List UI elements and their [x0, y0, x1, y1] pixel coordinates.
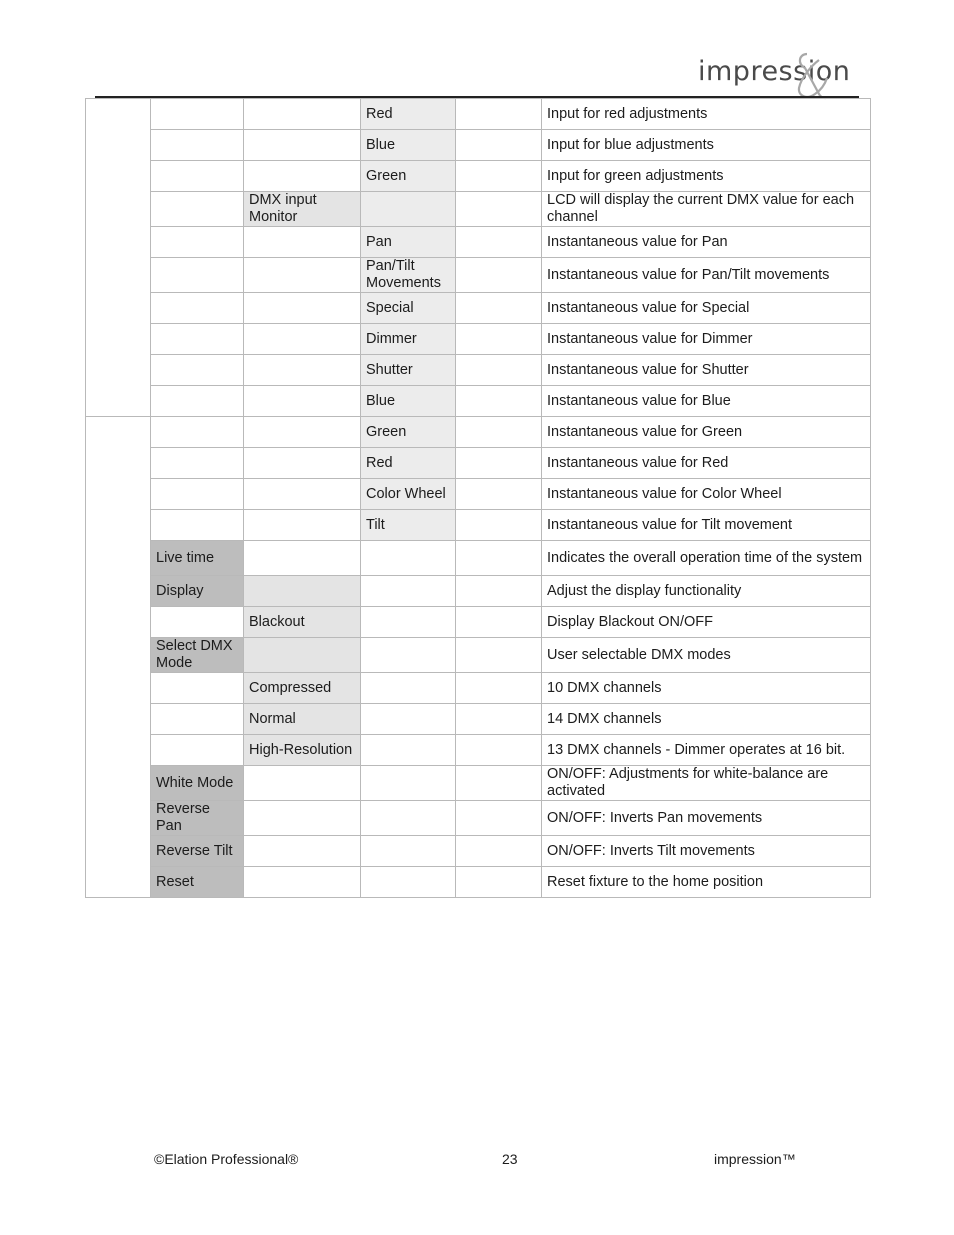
- level1-cell: [151, 293, 244, 324]
- table-row: [86, 607, 871, 638]
- description-cell: Adjust the display functionality: [542, 576, 871, 607]
- level3-cell: Green: [361, 417, 456, 448]
- level3-cell: [361, 673, 456, 704]
- level3-cell: Blue: [361, 130, 456, 161]
- value-cell: [456, 576, 542, 607]
- blank-cell: [86, 417, 151, 898]
- level3-cell: Red: [361, 448, 456, 479]
- level1-cell: Reverse Pan: [151, 801, 244, 836]
- level3-cell: Special: [361, 293, 456, 324]
- level2-cell: DMX input Monitor: [244, 192, 361, 227]
- table-row: [86, 324, 871, 355]
- description-cell: Instantaneous value for Special: [542, 293, 871, 324]
- value-cell: [456, 99, 542, 130]
- level3-cell: Dimmer: [361, 324, 456, 355]
- table-row: [86, 479, 871, 510]
- level2-cell: [244, 638, 361, 673]
- table-row: [86, 576, 871, 607]
- table-row: [86, 867, 871, 898]
- level1-cell: Reset: [151, 867, 244, 898]
- description-cell: Instantaneous value for Pan: [542, 227, 871, 258]
- level2-cell: [244, 510, 361, 541]
- level2-cell: [244, 576, 361, 607]
- description-cell: Indicates the overall operation time of the system: [542, 541, 871, 576]
- description-cell: Instantaneous value for Green: [542, 417, 871, 448]
- value-cell: [456, 867, 542, 898]
- level1-cell: [151, 510, 244, 541]
- value-cell: [456, 293, 542, 324]
- value-cell: [456, 801, 542, 836]
- level3-cell: [361, 541, 456, 576]
- level2-cell: Compressed: [244, 673, 361, 704]
- value-cell: [456, 258, 542, 293]
- description-cell: Instantaneous value for Tilt movement: [542, 510, 871, 541]
- description-cell: Display Blackout ON/OFF: [542, 607, 871, 638]
- description-cell: ON/OFF: Inverts Pan movements: [542, 801, 871, 836]
- level3-cell: Shutter: [361, 355, 456, 386]
- table-row: [86, 99, 871, 130]
- level2-cell: [244, 130, 361, 161]
- value-cell: [456, 417, 542, 448]
- level2-cell: [244, 417, 361, 448]
- level3-cell: [361, 836, 456, 867]
- level3-cell: [361, 607, 456, 638]
- level3-cell: Red: [361, 99, 456, 130]
- value-cell: [456, 704, 542, 735]
- description-cell: 14 DMX channels: [542, 704, 871, 735]
- table-row: [86, 355, 871, 386]
- description-cell: Instantaneous value for Pan/Tilt movements: [542, 258, 871, 293]
- level1-cell: Live time: [151, 541, 244, 576]
- table-row: [86, 735, 871, 766]
- value-cell: [456, 130, 542, 161]
- description-cell: Input for blue adjustments: [542, 130, 871, 161]
- value-cell: [456, 324, 542, 355]
- table-row: [86, 704, 871, 735]
- level2-cell: [244, 293, 361, 324]
- value-cell: [456, 638, 542, 673]
- table-row: [86, 161, 871, 192]
- table-row: [86, 293, 871, 324]
- level3-cell: Pan: [361, 227, 456, 258]
- value-cell: [456, 510, 542, 541]
- level1-cell: [151, 417, 244, 448]
- table-row: [86, 258, 871, 293]
- level2-cell: [244, 479, 361, 510]
- description-cell: Input for green adjustments: [542, 161, 871, 192]
- description-cell: Instantaneous value for Dimmer: [542, 324, 871, 355]
- description-cell: Reset fixture to the home position: [542, 867, 871, 898]
- level1-cell: [151, 704, 244, 735]
- value-cell: [456, 227, 542, 258]
- level2-cell: [244, 324, 361, 355]
- level1-cell: [151, 735, 244, 766]
- level1-cell: White Mode: [151, 766, 244, 801]
- level1-cell: [151, 355, 244, 386]
- footer-page-number: 23: [502, 1151, 518, 1167]
- description-cell: 13 DMX channels - Dimmer operates at 16 bit.: [542, 735, 871, 766]
- table-row: [86, 766, 871, 801]
- value-cell: [456, 836, 542, 867]
- level2-cell: Blackout: [244, 607, 361, 638]
- level3-cell: [361, 766, 456, 801]
- table-row: [86, 227, 871, 258]
- footer-product: impression™: [714, 1151, 796, 1167]
- description-cell: Input for red adjustments: [542, 99, 871, 130]
- level3-cell: Color Wheel: [361, 479, 456, 510]
- level1-cell: [151, 130, 244, 161]
- level1-cell: [151, 479, 244, 510]
- level1-cell: [151, 607, 244, 638]
- description-cell: LCD will display the current DMX value for each channel: [542, 192, 871, 227]
- value-cell: [456, 448, 542, 479]
- level3-cell: [361, 704, 456, 735]
- level1-cell: [151, 324, 244, 355]
- value-cell: [456, 673, 542, 704]
- value-cell: [456, 192, 542, 227]
- description-cell: Instantaneous value for Blue: [542, 386, 871, 417]
- description-cell: 10 DMX channels: [542, 673, 871, 704]
- description-cell: Instantaneous value for Shutter: [542, 355, 871, 386]
- level2-cell: [244, 766, 361, 801]
- level2-cell: Normal: [244, 704, 361, 735]
- description-cell: ON/OFF: Inverts Tilt movements: [542, 836, 871, 867]
- level2-cell: [244, 867, 361, 898]
- value-cell: [456, 479, 542, 510]
- table-row: [86, 130, 871, 161]
- ampersand-logo-icon: [785, 48, 845, 102]
- level3-cell: [361, 735, 456, 766]
- impression-logo: [690, 50, 870, 102]
- level1-cell: Reverse Tilt: [151, 836, 244, 867]
- level2-cell: [244, 161, 361, 192]
- table-row: [86, 638, 871, 673]
- level1-cell: [151, 161, 244, 192]
- level1-cell: Display: [151, 576, 244, 607]
- description-cell: Instantaneous value for Red: [542, 448, 871, 479]
- table-row: [86, 448, 871, 479]
- blank-cell: [86, 99, 151, 417]
- level3-cell: Tilt: [361, 510, 456, 541]
- value-cell: [456, 607, 542, 638]
- level1-cell: [151, 673, 244, 704]
- description-cell: Instantaneous value for Color Wheel: [542, 479, 871, 510]
- description-cell: User selectable DMX modes: [542, 638, 871, 673]
- level2-cell: [244, 801, 361, 836]
- value-cell: [456, 161, 542, 192]
- level1-cell: [151, 386, 244, 417]
- level2-cell: [244, 836, 361, 867]
- level3-cell: [361, 801, 456, 836]
- table-row: [86, 510, 871, 541]
- menu-structure-table: [85, 98, 871, 898]
- value-cell: [456, 735, 542, 766]
- table-row: [86, 673, 871, 704]
- description-cell: ON/OFF: Adjustments for white-balance are activated: [542, 766, 871, 801]
- level2-cell: [244, 99, 361, 130]
- level2-cell: [244, 448, 361, 479]
- level3-cell: [361, 638, 456, 673]
- level1-cell: Select DMX Mode: [151, 638, 244, 673]
- level3-cell: [361, 192, 456, 227]
- level2-cell: High-Resolution: [244, 735, 361, 766]
- level1-cell: [151, 227, 244, 258]
- footer-copyright: ©Elation Professional®: [154, 1151, 299, 1167]
- level3-cell: Green: [361, 161, 456, 192]
- table-row: [86, 836, 871, 867]
- value-cell: [456, 386, 542, 417]
- level3-cell: [361, 576, 456, 607]
- logo-text: impression: [698, 56, 851, 87]
- level3-cell: [361, 867, 456, 898]
- level1-cell: [151, 448, 244, 479]
- level1-cell: [151, 258, 244, 293]
- table-row: [86, 386, 871, 417]
- level1-cell: [151, 99, 244, 130]
- level2-cell: [244, 258, 361, 293]
- level2-cell: [244, 227, 361, 258]
- level2-cell: [244, 541, 361, 576]
- level2-cell: [244, 355, 361, 386]
- value-cell: [456, 355, 542, 386]
- table-row: [86, 417, 871, 448]
- table-row: [86, 541, 871, 576]
- table-row: [86, 801, 871, 836]
- value-cell: [456, 541, 542, 576]
- level2-cell: [244, 386, 361, 417]
- level1-cell: [151, 192, 244, 227]
- level3-cell: Blue: [361, 386, 456, 417]
- table-row: [86, 192, 871, 227]
- level3-cell: Pan/Tilt Movements: [361, 258, 456, 293]
- value-cell: [456, 766, 542, 801]
